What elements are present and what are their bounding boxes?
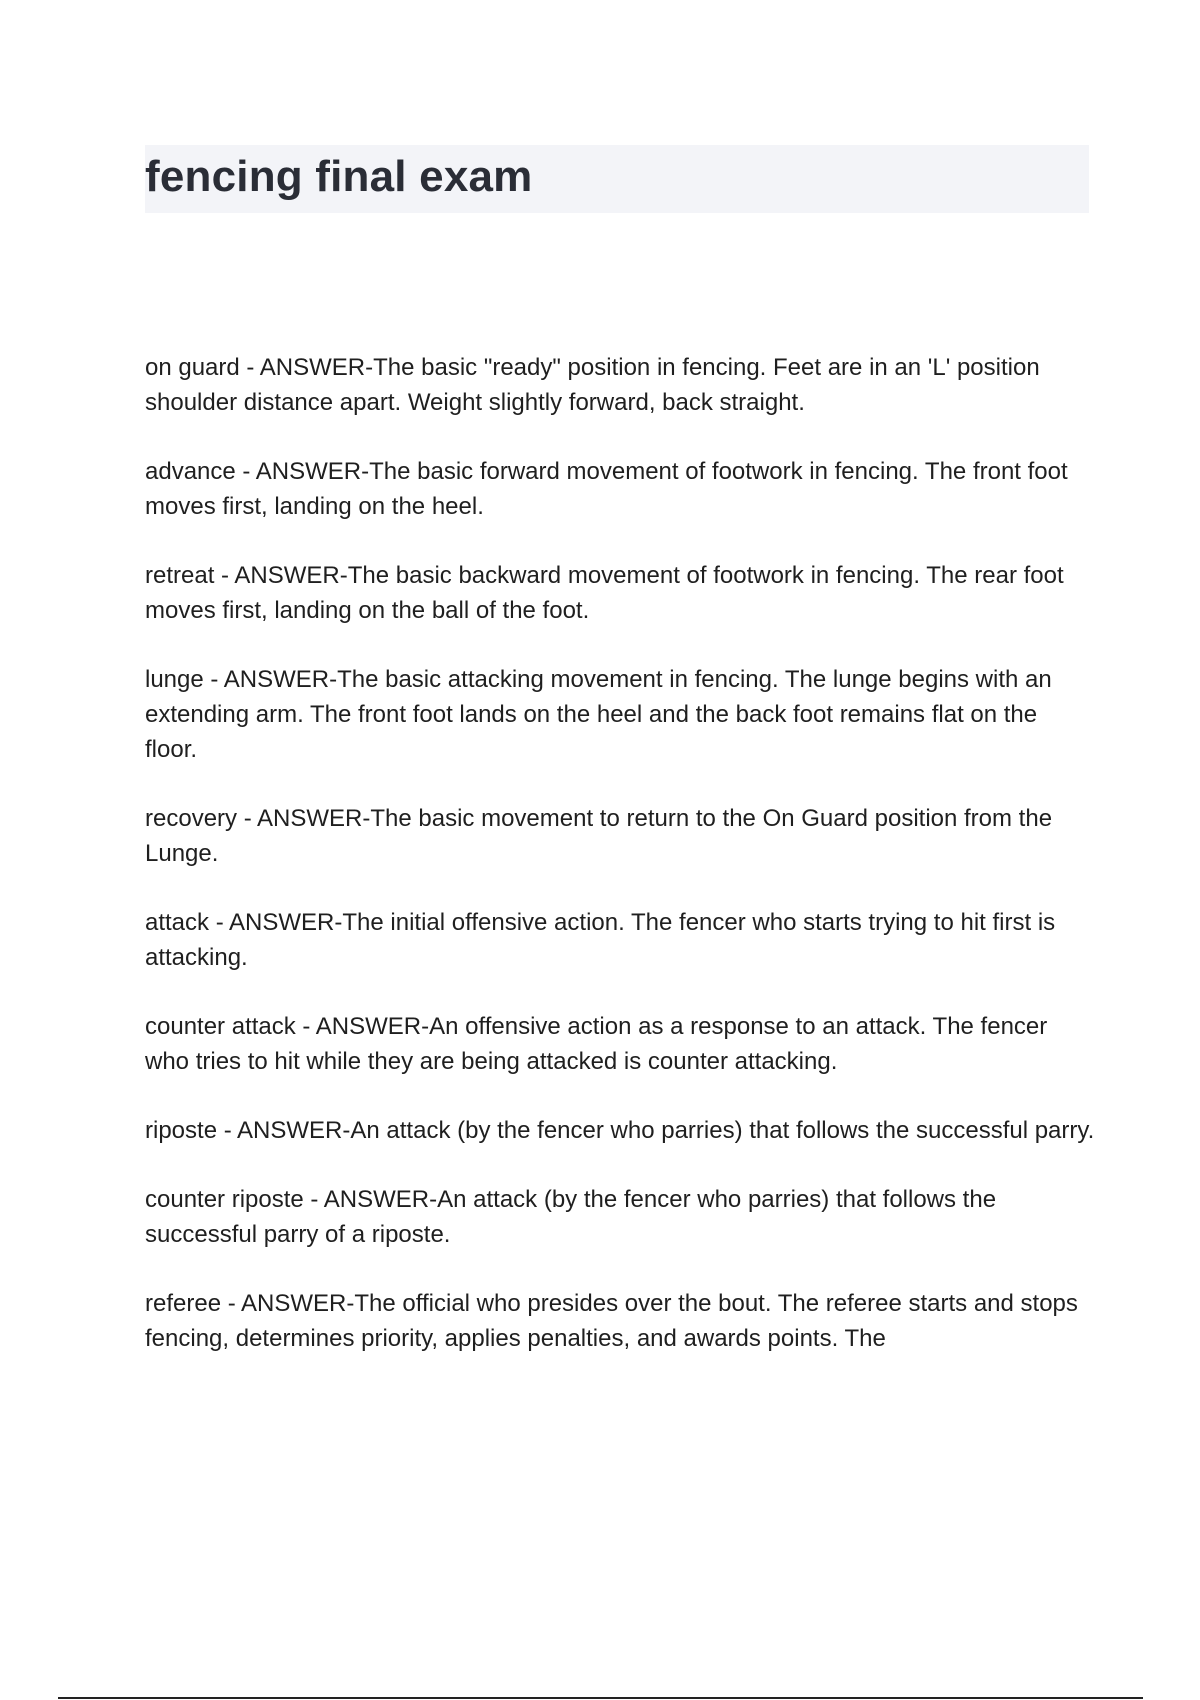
footer-divider [58,1697,1143,1699]
answer-separator: - ANSWER- [214,562,348,589]
entry-term: on guard [145,354,240,381]
entry-term: retreat [145,562,215,589]
list-item [145,454,1095,524]
answer-separator: - ANSWER- [239,354,374,381]
list-item [145,905,1095,975]
list-item [145,1182,1095,1252]
answer-separator: - ANSWER- [217,1117,351,1144]
answer-separator: - ANSWER- [303,1186,438,1213]
answer-separator: - ANSWER- [237,805,371,832]
entry-definition: The initial offensive action. The fencer who starts trying to hit first is attacking. [145,909,1056,971]
entry-term: lunge [145,666,204,693]
list-item [145,662,1095,767]
answer-separator: - ANSWER- [295,1013,430,1040]
list-item [145,350,1095,420]
entry-term: riposte [145,1117,218,1144]
entry-definition: The official who presides over the bout. The referee starts and stops fencing, determines priority, applies penalties, and awards points. The [145,1290,1078,1352]
entry-term: recovery [145,805,238,832]
entry-term: attack [145,909,210,936]
title-banner [145,145,1089,213]
answer-separator: - ANSWER- [221,1290,355,1317]
entry-definition: An attack (by the fencer who parries) that follows the successful parry. [350,1117,1095,1144]
entry-definition: The basic forward movement of footwork in fencing. The front foot moves first, landing on the heel. [145,458,1068,520]
entry-term: referee [145,1290,222,1317]
list-item [145,801,1095,871]
entry-term: counter attack [145,1013,296,1040]
entry-term: counter riposte [145,1186,304,1213]
page-title: fencing final exam [145,152,533,201]
list-item [145,1009,1095,1079]
entry-definition: The basic attacking movement in fencing. The lunge begins with an extending arm. The front foot lands on the heel and the back foot remains flat on the floor. [145,666,1052,763]
list-item [145,1113,1095,1148]
entry-term: advance [145,458,236,485]
answer-separator: - ANSWER- [235,458,370,485]
list-item [145,1286,1095,1356]
flashcard-list [145,350,1095,1356]
entry-definition: An attack (by the fencer who parries) that follows the successful parry of a riposte. [145,1186,997,1248]
answer-separator: - ANSWER- [209,909,343,936]
entry-definition: An offensive action as a response to an attack. The fencer who tries to hit while they are being attacked is counter attacking. [145,1013,1048,1075]
list-item [145,558,1095,628]
entry-definition: The basic "ready" position in fencing. Feet are in an 'L' position shoulder distance apart. Weight slightly forward, back straight. [145,354,1040,416]
entry-definition: The basic backward movement of footwork in fencing. The rear foot moves first, landing on the ball of the foot. [145,562,1064,624]
entry-definition: The basic movement to return to the On Guard position from the Lunge. [145,805,1053,867]
answer-separator: - ANSWER- [203,666,338,693]
